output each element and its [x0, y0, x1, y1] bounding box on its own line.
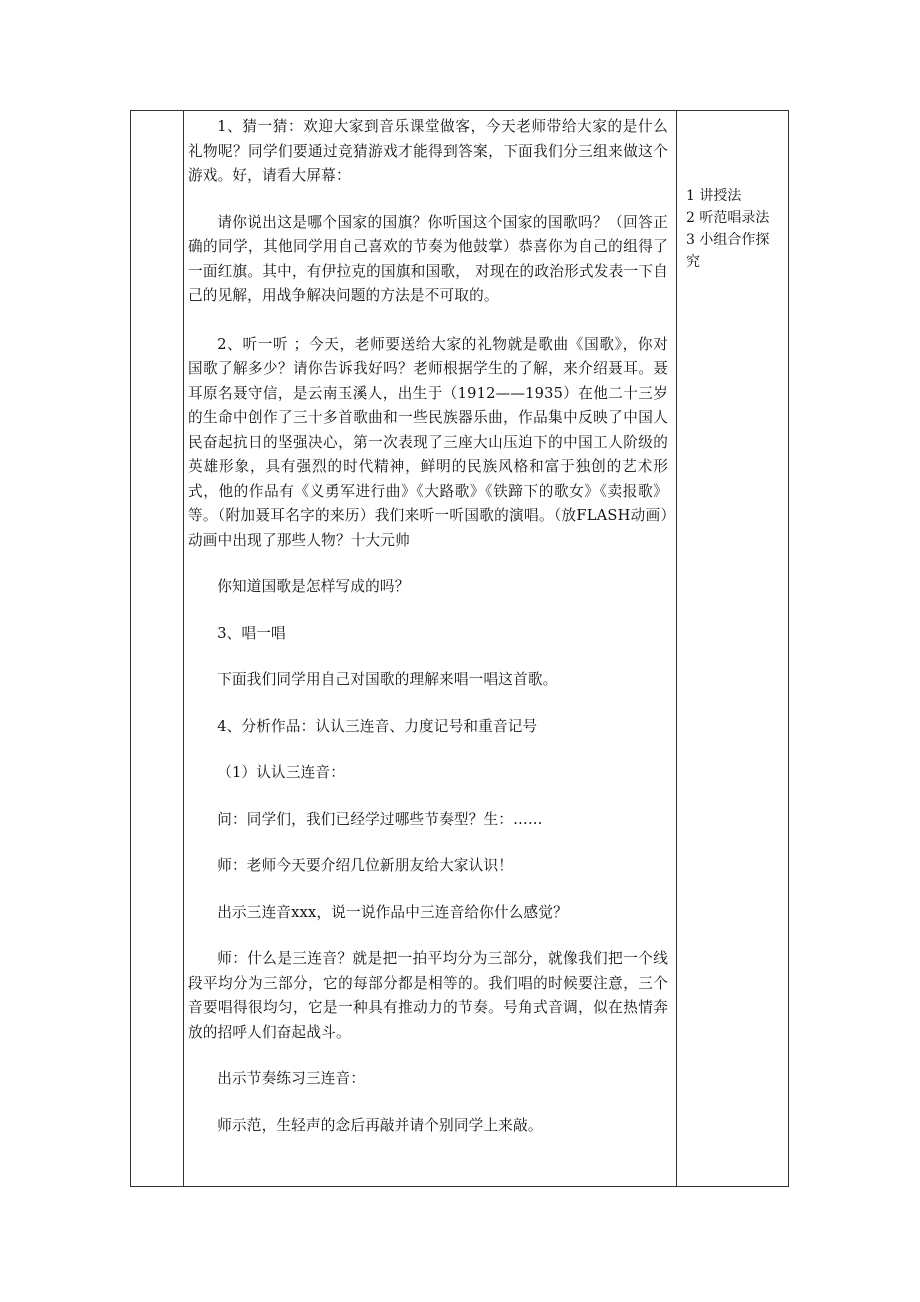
paragraph-flag-question: 请你说出这是哪个国家的国旗？你听国这个国家的国歌吗？（回答正确的同学，其他同学用自己喜欢的节奏为他鼓掌）恭喜你为自己的组得了一面红旗。其中，有伊拉克的国旗和国歌， 对现在的政治形式发表一下自己的见解，用战争解决问题的方法是不可取的。 — [188, 213, 668, 304]
teaching-process-cell — [184, 111, 676, 1186]
paragraph-guess-intro: 1、猜一猜：欢迎大家到音乐课堂做客，今天老师带给大家的是什么礼物呢？同学们要通过竞猜游戏才能得到答案，下面我们分三组来做这个游戏。好，请看大屏幕： — [188, 118, 668, 184]
teaching-methods-cell — [677, 185, 789, 273]
paragraph-anthem-question: 你知道国歌是怎样写成的吗？ — [217, 578, 410, 595]
paragraph-sing-heading: 3、唱一唱 — [217, 624, 286, 642]
paragraph-rhythm-practice: 出示节奏练习三连音： — [217, 1070, 366, 1087]
paragraph-sing-instruction: 下面我们同学用自己对国歌的理解来唱一唱这首歌。 — [217, 671, 558, 688]
paragraph-triplet-heading: （1）认认三连音： — [217, 764, 346, 781]
paragraph-triplet-explanation: 师：什么是三连音？就是把一拍平均分为三部分，就像我们把一个线段平均分为三部分，它的每部分都是相等的。我们唱的时候要注意，三个音要唱得很均匀，它是一种具有推动力的节奏。号角式音调，似在热情奔放的招呼人们奋起战斗。 — [188, 950, 668, 1041]
paragraph-show-triplet: 出示三连音xxx，说一说作品中三连音给你什么感觉？ — [217, 903, 568, 921]
paragraph-analyze-heading: 4、分析作品：认认三连音、力度记号和重音记号 — [217, 717, 538, 735]
method-item: 3 小组合作探究 — [686, 232, 770, 270]
lesson-plan-table — [130, 110, 789, 1187]
paragraph-listen-nie-er: 2、听一听 ；今天，老师要送给大家的礼物就是歌曲《国歌》，你对国歌了解多少？请你告诉我好吗？老师根据学生的了解，来介绍聂耳。聂耳原名聂守信，是云南玉溪人，出生于（1912——1935）在他二十三岁的生命中创作了三十多首歌曲和一些民族器乐曲，作品集中反映了中国人民奋起抗日的坚强决心，第一次表现了三座大山压迫下的中国工人阶级的英雄形象，具有强烈的时代精神，鲜明的民族风格和富于独创的艺术形式，他的作品有《义勇军进行曲》《大路歌》《铁蹄下的歌女》《卖报歌》等。（附加聂耳名字的来历）我们来听一听国歌的演唱。（放FLASH动画）动画中出现了那些人物？十大元帅 — [188, 335, 668, 549]
paragraph-rhythm-question: 问：同学们，我们已经学过哪些节奏型？生：…… — [217, 810, 543, 828]
paragraph-new-friends: 师：老师今天要介绍几位新朋友给大家认识！ — [217, 857, 514, 874]
method-item: 1 讲授法 — [686, 188, 742, 204]
paragraph-teacher-demo: 师示范，生轻声的念后再敲并请个别同学上来敲。 — [217, 1116, 543, 1134]
method-item: 2 听范唱录法 — [686, 210, 770, 226]
